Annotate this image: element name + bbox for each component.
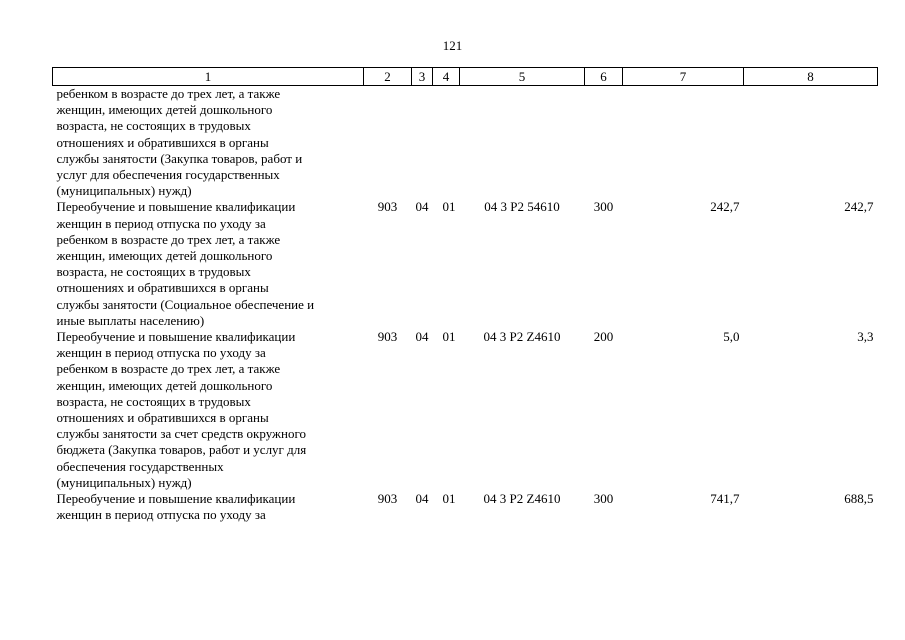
- row-subsection-code: 01: [442, 491, 456, 507]
- row-plan-amount: [623, 86, 744, 200]
- header-col-1: 1: [53, 68, 364, 86]
- table-row: [53, 329, 878, 491]
- header-col-3: 3: [412, 68, 433, 86]
- row-admin-code: 903: [377, 199, 398, 215]
- row-plan-amount: 741,7: [710, 491, 740, 507]
- row-subsection-code: 01: [442, 329, 456, 345]
- row-section-code: [412, 86, 433, 200]
- row-actual-amount: 688,5: [844, 491, 874, 507]
- row-target-article: [460, 86, 585, 200]
- row-admin-code: [364, 86, 412, 200]
- header-col-8: 8: [744, 68, 878, 86]
- row-name-cell: Переобучение и повышение квалификации женщин в период отпуска по уходу за ребенком в возрасте до трех лет, а также женщин, имеющих детей дошкольного возраста, не состоящих в трудовых отношениях и обратившихся в органы службы занятости за счет средств окружного бюджета (Закупка товаров, работ и услуг для обеспечения государственных (муниципальных) нужд): [56, 329, 307, 490]
- row-actual-amount: 242,7: [844, 199, 874, 215]
- row-subsection-code: [433, 86, 460, 200]
- header-row: [53, 68, 878, 86]
- row-actual-amount: 3,3: [857, 329, 874, 345]
- row-expense-type: 300: [593, 199, 614, 215]
- row-section-code: 04: [415, 199, 429, 215]
- row-expense-type: 200: [593, 329, 614, 345]
- header-col-5: 5: [460, 68, 585, 86]
- header-col-6: 6: [585, 68, 623, 86]
- header-col-7: 7: [623, 68, 744, 86]
- row-target-article: 04 3 P2 Z4610: [483, 491, 561, 507]
- row-name-cell: Переобучение и повышение квалификации женщин в период отпуска по уходу за: [56, 491, 296, 523]
- row-target-article: 04 3 P2 Z4610: [483, 329, 561, 345]
- table-row: [53, 86, 878, 200]
- table-row: [53, 199, 878, 329]
- row-expense-type: 300: [593, 491, 614, 507]
- row-target-article: 04 3 P2 54610: [484, 199, 560, 215]
- row-admin-code: 903: [377, 491, 398, 507]
- budget-table: [52, 67, 878, 523]
- row-subsection-code: 01: [442, 199, 456, 215]
- row-actual-amount: [744, 86, 878, 200]
- row-plan-amount: 242,7: [710, 199, 740, 215]
- page-number: 121: [442, 38, 463, 53]
- table-body: [53, 86, 878, 524]
- header-col-4: 4: [433, 68, 460, 86]
- row-name-cell: ребенком в возрасте до трех лет, а также женщин, имеющих детей дошкольного возраста, не состоящих в трудовых отношениях и обратившихся в органы службы занятости (Закупка товаров, работ и услуг для обеспечения государственных (муниципальных) нужд): [56, 86, 303, 199]
- row-section-code: 04: [415, 491, 429, 507]
- row-expense-type: [585, 86, 623, 200]
- row-section-code: 04: [415, 329, 429, 345]
- table-row: [53, 491, 878, 523]
- row-plan-amount: 5,0: [723, 329, 740, 345]
- row-name-cell: Переобучение и повышение квалификации женщин в период отпуска по уходу за ребенком в возрасте до трех лет, а также женщин, имеющих детей дошкольного возраста, не состоящих в трудовых отношениях и обратившихся в органы службы занятости (Социальное обеспечение и иные выплаты населению): [56, 199, 315, 328]
- row-admin-code: 903: [377, 329, 398, 345]
- header-col-2: 2: [364, 68, 412, 86]
